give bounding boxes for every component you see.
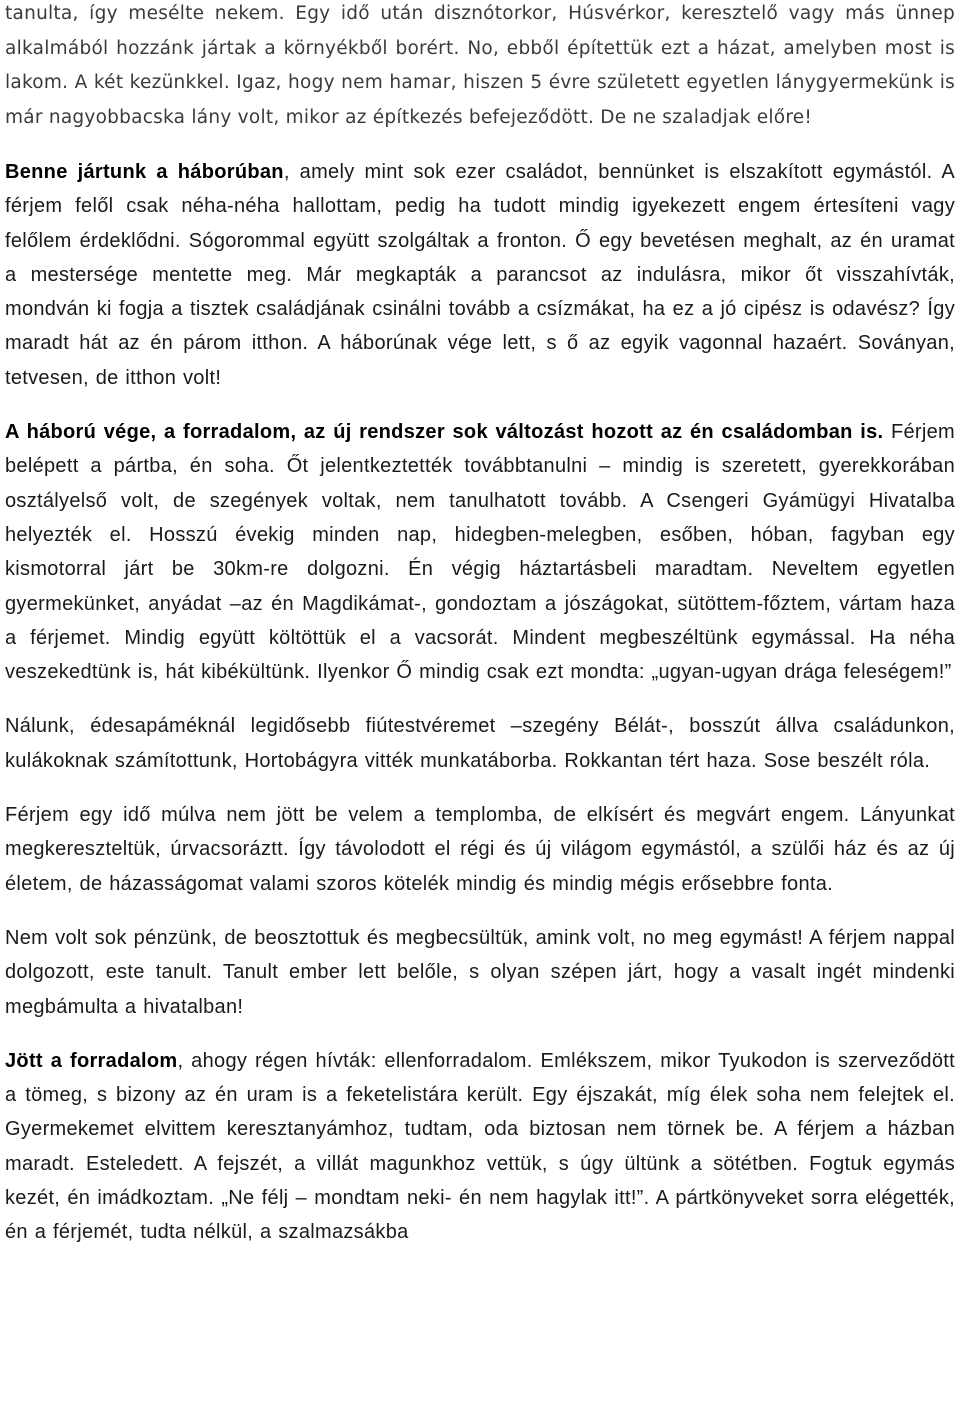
paragraph-after-war-heading: A háború vége, a forradalom, az új rendszer sok változást hozott az én családomban is. <box>5 421 884 444</box>
paragraph-money: Nem volt sok pénzünk, de beosztottuk és megbecsültük, amink volt, no meg egymást! A férjem nappal dolgozott, este tanult. Tanult ember lett belőle, s olyan szépen járt, hogy a vasalt ingét mindenki megbámulta a hivatalban! <box>5 926 955 1018</box>
paragraph-church: Férjem egy idő múlva nem jött be velem a templomba, de elkísért és megvárt engem. Lányunkat megkereszteltük, úrvacsoráztt. Így távolodott el régi és új világom egymástól, a szülői ház és az új életem, de házasságomat valami szoros kötelék mindig és mindig mégis erősebbre fonta. <box>5 804 955 895</box>
paragraph-after-war-text: Férjem belépett a pártba, én soha. Őt jelentkeztették továbbtanulni – mindig is szeretett, gyerekkorában osztályelső volt, de szegények voltak, nem tanulhatott tovább. A Csengeri Gyámügyi Hivatalba helyezték el. Hosszú évekig minden nap, hidegben-melegben, esőben, hóban, fagyban egy kismotorral járt be 30km-re dolgozni. Én végig háztartásbeli maradtam. Neveltem egyetlen gyermekünket, anyádat –az én Magdikámat-, gondoztam a jószágokat, sütöttem-főztem, vártam haza a férjemet. Mindig együtt költöttük el a vacsorát. Mindent megbeszéltünk egymással. Ha néha veszekedtünk is, hát kibékültünk. Ilyenkor Ő mindig csak ezt mondta: „ugyan-ugyan drága feleségem!” <box>5 421 955 684</box>
paragraph-revolution-heading: Jött a forradalom <box>5 1049 178 1072</box>
paragraph-war <box>5 155 955 395</box>
paragraph-war-heading: Benne jártunk a háborúban <box>5 161 284 183</box>
paragraph-brother: Nálunk, édesapáméknál legidősebb fiútestvéremet –szegény Bélát-, bosszút állva családunkon, kulákoknak számítottunk, Hortobágyra vitték munkatáborba. Rokkantan tért haza. Sose beszélt róla. <box>5 715 955 772</box>
paragraph-revolution-text: , ahogy régen hívták: ellenforradalom. Emlékszem, mikor Tyukodon is szerveződött a tömeg, s bizony az én uram is a feketelistára került. Egy éjszakát, míg élek soha nem felejtek el. Gyermekemet elvittem keresztanyámhoz, tudtam, oda biztosan nem törnek be. A férjem a házban maradt. Esteledett. A fejszét, a villát magunkhoz vettük, s úgy ültünk a sötétben. Fogtuk egymás kezét, én imádkoztam. „Ne félj – mondtam neki- én nem hagylak itt!”. A pártkönyveket sorra elégették, én a férjemét, tudta nélkül, a szalmazsákba <box>5 1049 955 1244</box>
paragraph-house-building: tanulta, így mesélte nekem. Egy idő után disznótorkor, Húsvérkor, keresztelő vagy más ünnep alkalmából hozzánk jártak a környékből borért. No, ebből építettük ezt a házat, amelyben most is lakom. A két kezünkkel. Igaz, hogy nem hamar, hiszen 5 évre született egyetlen lánygyermekünk is már nagyobbacska lány volt, mikor az építkezés befejeződött. De ne szaladjak előre! <box>5 3 955 128</box>
paragraph-revolution <box>5 1044 955 1250</box>
paragraph-war-text: , amely mint sok ezer családot, bennünket is elszakított egymástól. A férjem felől csak néha-néha hallottam, pedig ha tudott mindig igyekezett engem értesíteni vagy felőlem érdeklődni. Sógorommal együtt szolgáltak a fronton. Ő egy bevetésen meghalt, az én uramat a mestersége mentette meg. Már megkapták a parancsot az indulásra, mikor őt visszahívták, mondván ki fogja a tisztek családjának csinálni tovább a csízmákat, ha ez a jó cipész is odavész? Így maradt hát az én párom itthon. A háborúnak vége lett, s ő az egyik vagonnal hazaért. Soványan, tetvesen, de itthon volt! <box>5 161 955 389</box>
paragraph-after-war <box>5 415 955 689</box>
document-page <box>5 0 955 1250</box>
